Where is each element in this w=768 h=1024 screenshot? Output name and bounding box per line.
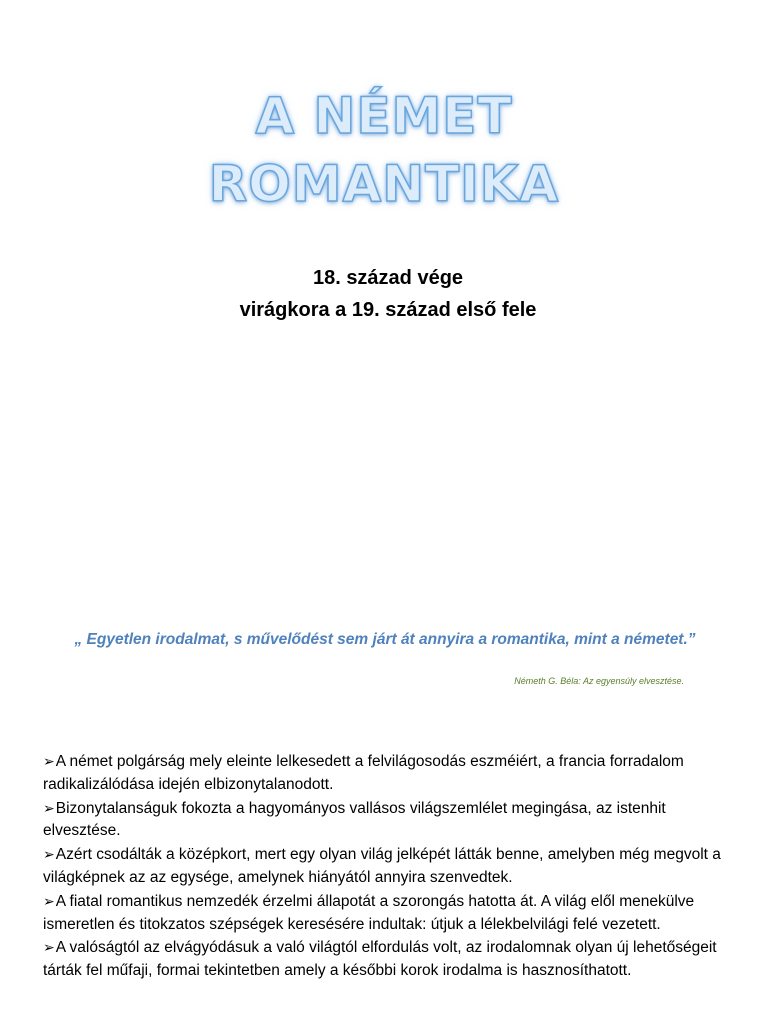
list-item <box>43 890 743 937</box>
arrow-bullet-icon: ➢ <box>43 939 55 956</box>
arrow-bullet-icon: ➢ <box>43 799 55 816</box>
list-item-text: Bizonytalanságuk fokozta a hagyományos vallásos világszemlélet megingása, az istenhit elvesztése. <box>43 799 666 840</box>
page-title-line-2: ROMANTIKA <box>208 155 560 213</box>
list-item <box>43 936 743 983</box>
list-item <box>43 750 743 797</box>
quote-text: „ Egyetlen irodalmat, s művelődést sem járt át annyira a romantika, mint a németet.” <box>74 631 696 648</box>
list-item <box>43 797 743 844</box>
subtitle-period: 18. század vége <box>312 267 464 289</box>
page-title-line-1: A NÉMET <box>255 87 513 145</box>
list-item <box>43 843 743 890</box>
quote-source: Németh G. Béla: Az egyensúly elvesztése. <box>514 676 684 686</box>
subtitle-heyday: virágkora a 19. század első fele <box>239 299 537 321</box>
arrow-bullet-icon: ➢ <box>43 753 55 769</box>
list-item-text: A német polgárság mely eleinte lelkesedett a felvilágosodás eszméiért, a francia forradalom radikalizálódása idején elbizonytalanodott. <box>43 753 684 793</box>
list-item-text: A fiatal romantikus nemzedék érzelmi állapotát a szorongás hatotta át. A világ elől menekülve ismeretlen és titokzatos szépségek keresésére indultak: útjuk a lélekbelvilági felé vezetett. <box>43 892 695 933</box>
bullet-list <box>43 750 743 983</box>
list-item-text: Azért csodálták a középkort, mert egy olyan világ jelképét látták benne, amelyben még megvolt a világképnek az az egysége, amelynek hiányától annyira szenvedtek. <box>43 846 721 886</box>
list-item-text: A valóságtól az elvágyódásuk a való világtól elfordulás volt, az irodalomnak olyan új lehetőségeit tárták fel műfaji, formai tekintetben amely a későbbi korok irodalma is hasznosíthatott. <box>43 939 717 980</box>
arrow-bullet-icon: ➢ <box>43 846 55 863</box>
arrow-bullet-icon: ➢ <box>43 892 55 909</box>
